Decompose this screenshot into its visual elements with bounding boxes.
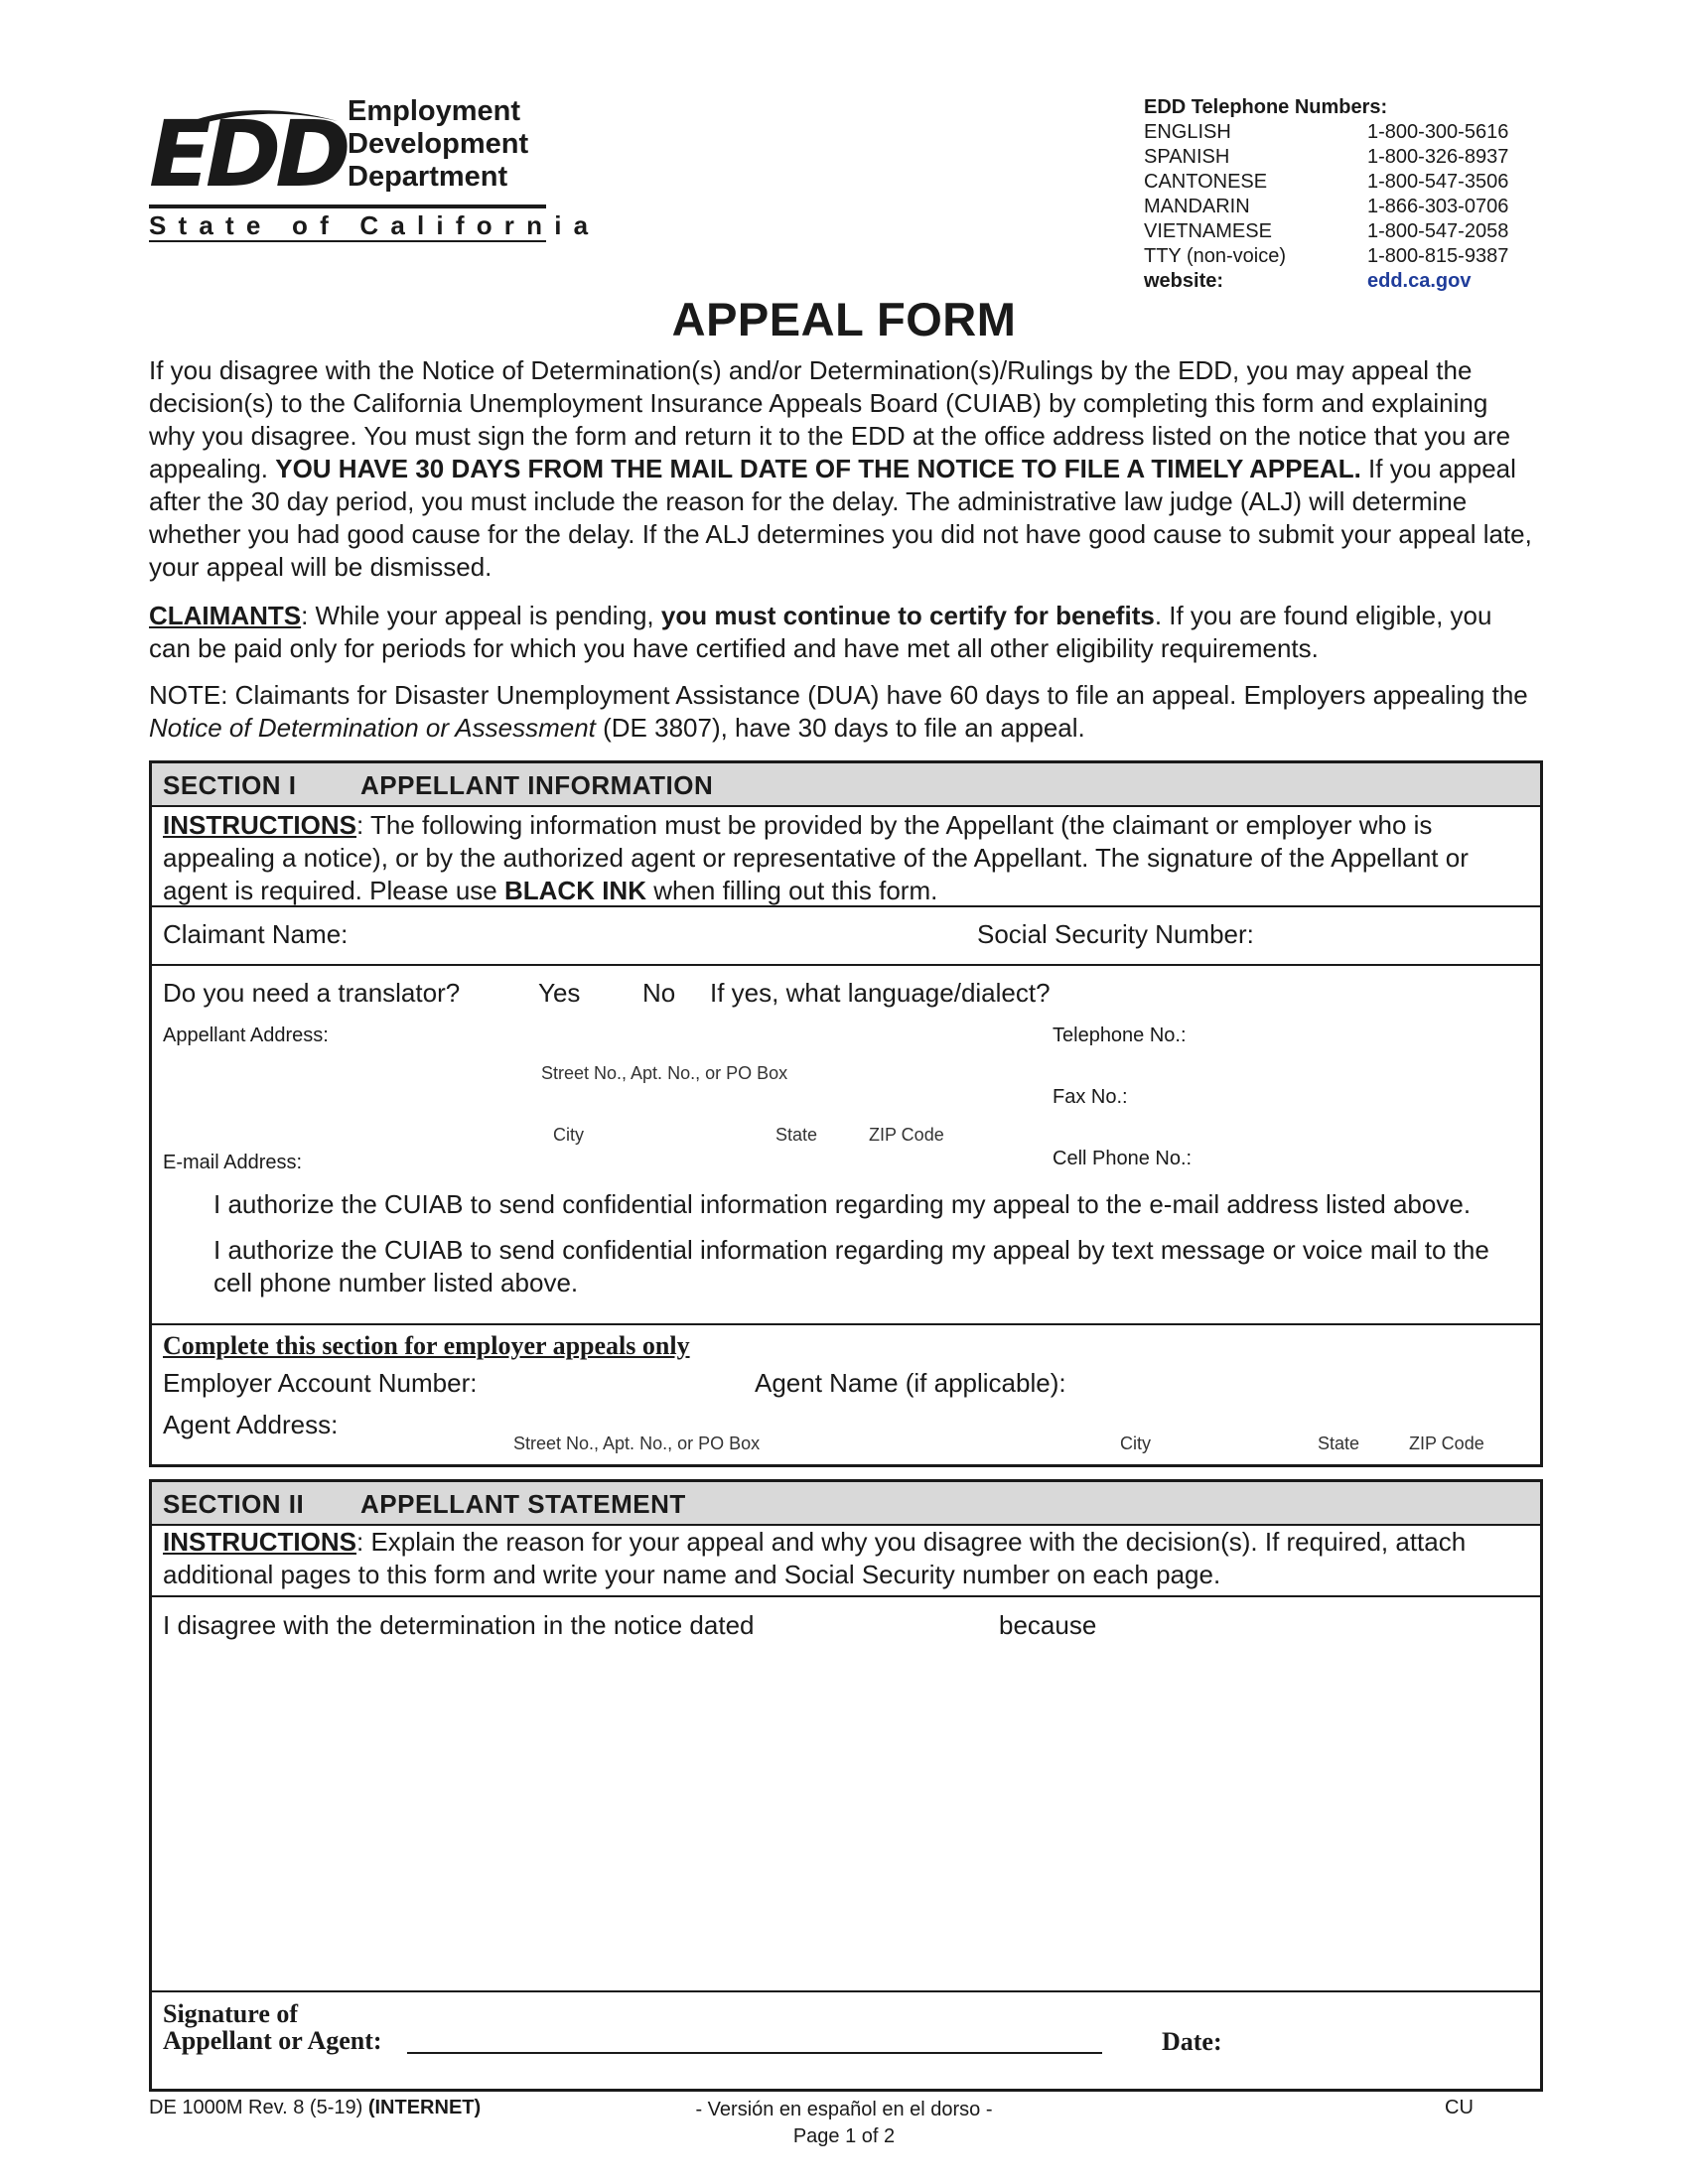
phone-row bbox=[1144, 219, 1541, 244]
note-italic: Notice of Determination or Assessment bbox=[149, 713, 596, 743]
street-hint: Street No., Apt. No., or PO Box bbox=[541, 1063, 788, 1083]
appellant-address-label: Appellant Address: bbox=[163, 1024, 329, 1046]
spanish-version-note: - Versión en español en el dorso - bbox=[695, 2099, 993, 2120]
phone-number: 1-800-326-8937 bbox=[1367, 146, 1509, 168]
agent-city-hint: City bbox=[1120, 1433, 1151, 1453]
telephone-label: Telephone No.: bbox=[1053, 1024, 1187, 1046]
fax-label: Fax No.: bbox=[1053, 1086, 1128, 1108]
claimants-text-end: . If you are found eligible, you can be paid only for periods for which you have certified and have met all other eligibility requirements. bbox=[149, 601, 1492, 663]
phone-row bbox=[1144, 195, 1541, 219]
logo-line-2: Development bbox=[348, 128, 529, 160]
note-text: NOTE: Claimants for Disaster Unemployment Assistance (DUA) have 60 days to file an appeal. Employers appealing the bbox=[149, 680, 1528, 710]
phone-lang: TTY (non-voice) bbox=[1144, 245, 1287, 267]
footer-center bbox=[0, 2097, 1688, 2150]
instructions-label: INSTRUCTIONS bbox=[163, 1527, 356, 1557]
authorize-text-checkbox-label[interactable]: I authorize the CUIAB to send confidential information regarding my appeal by text message or voice mail to the cell phone number listed above. bbox=[213, 1235, 1489, 1297]
form-id-bold: (INTERNET) bbox=[367, 2097, 482, 2118]
agent-state-hint: State bbox=[1318, 1433, 1360, 1453]
employer-account-label: Employer Account Number: bbox=[163, 1368, 478, 1398]
website-row bbox=[1144, 269, 1541, 294]
section-1-instructions bbox=[163, 809, 1528, 907]
website-link[interactable]: edd.ca.gov bbox=[1367, 270, 1472, 292]
phone-number: 1-800-815-9387 bbox=[1367, 245, 1509, 267]
section-1-appellant-information bbox=[149, 760, 1543, 1467]
signature-line[interactable] bbox=[407, 2052, 1102, 2054]
footer-code: CU bbox=[1445, 2097, 1474, 2118]
phone-row bbox=[1144, 145, 1541, 170]
city-hint: City bbox=[553, 1125, 584, 1145]
authorize-email-checkbox-label[interactable]: I authorize the CUIAB to send confidential information regarding my appeal to the e-mail address listed above. bbox=[213, 1189, 1472, 1219]
divider bbox=[152, 905, 1540, 907]
translator-question: Do you need a translator? bbox=[163, 978, 461, 1008]
divider bbox=[152, 1323, 1540, 1325]
phone-lang: VIETNAMESE bbox=[1144, 220, 1272, 242]
claimant-name-label: Claimant Name: bbox=[163, 919, 349, 949]
section-1-number: SECTION I bbox=[163, 770, 297, 800]
phone-lang: ENGLISH bbox=[1144, 121, 1231, 143]
signature-label bbox=[163, 2000, 382, 2054]
logo-line-3: Department bbox=[348, 161, 508, 193]
divider bbox=[152, 1990, 1540, 1992]
section-2-number: SECTION II bbox=[163, 1489, 305, 1519]
date-label: Date: bbox=[1162, 2027, 1222, 2056]
phone-row bbox=[1144, 170, 1541, 195]
section-1-name: APPELLANT INFORMATION bbox=[360, 770, 714, 800]
because-label: because bbox=[999, 1610, 1097, 1640]
claimants-text: : While your appeal is pending, bbox=[301, 601, 661, 630]
agent-street-hint: Street No., Apt. No., or PO Box bbox=[513, 1433, 761, 1453]
zip-hint: ZIP Code bbox=[869, 1125, 944, 1145]
intro-paragraph bbox=[149, 354, 1539, 584]
divider bbox=[152, 964, 1540, 966]
translator-no-option[interactable]: No bbox=[642, 978, 676, 1008]
edd-logo bbox=[149, 95, 601, 244]
statement-prompt: I disagree with the determination in the notice dated bbox=[163, 1610, 755, 1640]
ssn-label: Social Security Number: bbox=[977, 919, 1254, 949]
black-ink: BLACK INK bbox=[504, 876, 646, 905]
section-1-header bbox=[152, 763, 1540, 807]
phone-number: 1-866-303-0706 bbox=[1367, 196, 1509, 217]
deadline-notice: YOU HAVE 30 DAYS FROM THE MAIL DATE OF THE NOTICE TO FILE A TIMELY APPEAL. bbox=[275, 454, 1361, 483]
agent-name-label: Agent Name (if applicable): bbox=[755, 1368, 1066, 1398]
email-label: E-mail Address: bbox=[163, 1152, 303, 1173]
logo-department-name bbox=[348, 95, 528, 194]
divider bbox=[152, 1595, 1540, 1597]
phone-number: 1-800-547-2058 bbox=[1367, 220, 1509, 242]
note-text-end: (DE 3807), have 30 days to file an appeal. bbox=[595, 713, 1085, 743]
note-paragraph bbox=[149, 679, 1539, 745]
phone-lang: CANTONESE bbox=[1144, 171, 1268, 193]
employer-section-heading: Complete this section for employer appeals only bbox=[163, 1331, 690, 1360]
cell-phone-label: Cell Phone No.: bbox=[1053, 1148, 1193, 1169]
claimants-label: CLAIMANTS bbox=[149, 601, 302, 630]
statement-area[interactable] bbox=[163, 1649, 1528, 1984]
telephone-numbers bbox=[1144, 95, 1541, 294]
agent-address-label: Agent Address: bbox=[163, 1410, 339, 1439]
claimants-bold: you must continue to certify for benefits bbox=[660, 601, 1155, 630]
phone-number: 1-800-300-5616 bbox=[1367, 121, 1509, 143]
edd-logo-letters: EDD bbox=[149, 101, 346, 207]
logo-state: State of California bbox=[149, 205, 546, 242]
phone-row bbox=[1144, 244, 1541, 269]
phone-lang: SPANISH bbox=[1144, 146, 1230, 168]
section-2-name: APPELLANT STATEMENT bbox=[360, 1489, 686, 1519]
state-hint: State bbox=[775, 1125, 818, 1145]
section-2-header bbox=[152, 1482, 1540, 1526]
website-label: website: bbox=[1144, 270, 1224, 292]
translator-yes-option[interactable]: Yes bbox=[538, 978, 581, 1008]
signature-label-line2: Appellant or Agent: bbox=[163, 2026, 382, 2055]
agent-zip-hint: ZIP Code bbox=[1409, 1433, 1484, 1453]
instructions-text-end: when filling out this form. bbox=[646, 876, 938, 905]
intro-text-end: If you appeal after the 30 day period, you must include the reason for the delay. The administrative law judge (ALJ) will determine whether you had good cause for the delay. If the ALJ determines you did not have good cause to submit your appeal late, your appeal will be dismissed. bbox=[149, 454, 1532, 582]
phones-title: EDD Telephone Numbers: bbox=[1144, 96, 1388, 118]
language-question: If yes, what language/dialect? bbox=[710, 978, 1051, 1008]
phone-lang: MANDARIN bbox=[1144, 196, 1250, 217]
instructions-label: INSTRUCTIONS bbox=[163, 810, 356, 840]
claimants-paragraph bbox=[149, 600, 1539, 665]
instructions-text: : Explain the reason for your appeal and why you disagree with the decision(s). If required, attach additional pages to this form and write your name and Social Security number on each page. bbox=[163, 1527, 1467, 1589]
signature-label-line1: Signature of bbox=[163, 1999, 299, 2028]
phone-row bbox=[1144, 120, 1541, 145]
form-id-text: DE 1000M Rev. 8 (5-19) bbox=[149, 2097, 368, 2118]
page-number: Page 1 of 2 bbox=[792, 2125, 896, 2147]
page-title: APPEAL FORM bbox=[671, 293, 1017, 345]
intro-text: If you disagree with the Notice of Determination(s) and/or Determination(s)/Rulings by the EDD, you may appeal the decision(s) to the California Unemployment Insurance Appeals Board (CUIAB) by completing this form and explaining why you disagree. You must sign the form and return it to the EDD at the office address listed on the notice that you are appealing. bbox=[149, 355, 1511, 483]
section-2-appellant-statement bbox=[149, 1479, 1543, 2092]
instructions-text: : The following information must be provided by the Appellant (the claimant or employer who is appealing a notice), or by the authorized agent or representative of the Appellant. The signature of the Appellant or agent is required. Please use bbox=[163, 810, 1469, 905]
section-2-instructions bbox=[163, 1526, 1528, 1591]
phone-number: 1-800-547-3506 bbox=[1367, 171, 1509, 193]
logo-line-1: Employment bbox=[348, 95, 521, 127]
